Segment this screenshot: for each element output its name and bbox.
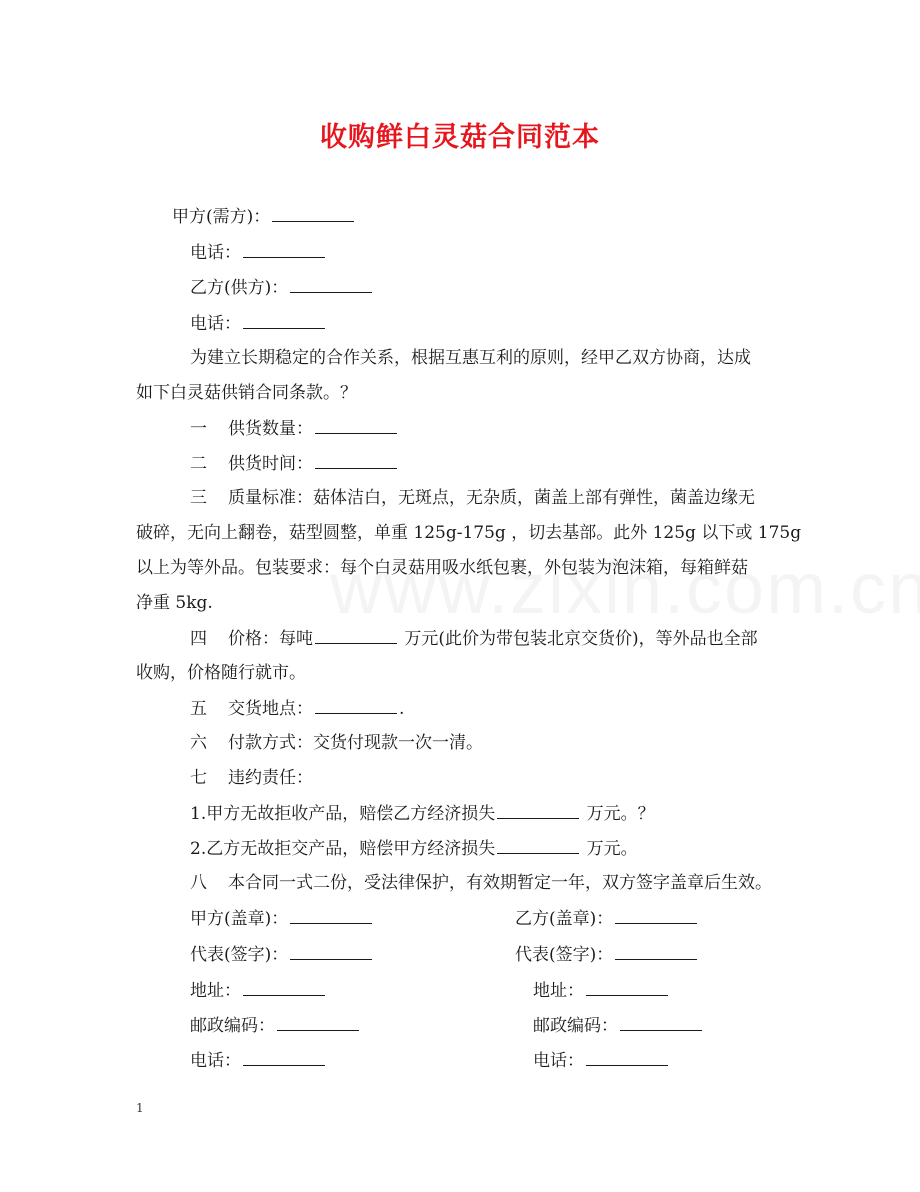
sign-right-rep	[515, 942, 699, 967]
sign-left-phone-label: 电话：	[190, 1051, 241, 1071]
clause-5	[190, 696, 404, 721]
clause-7-1-pre: 1.甲方无故拒收产品，赔偿乙方经济损失	[190, 804, 496, 824]
blank-field	[620, 1013, 702, 1031]
intro-line-2: 如下白灵菇供销合同条款。？	[136, 383, 357, 403]
clause-7-2-post: 万元。	[586, 839, 638, 859]
blank-field	[272, 204, 354, 222]
clause-7-item-2	[190, 836, 638, 861]
clause-number: 三	[190, 488, 207, 508]
clause-4-line-1	[190, 626, 758, 651]
clause-number: 二	[190, 454, 207, 474]
blank-field	[243, 978, 325, 996]
blank-field	[277, 1013, 359, 1031]
blank-field	[243, 311, 325, 329]
blank-field	[290, 942, 372, 960]
clause-7-1-post: 万元。？	[586, 804, 655, 824]
phone-a-line	[190, 240, 327, 265]
sign-left-address-label: 地址：	[190, 981, 241, 1001]
clause-number: 七	[190, 768, 207, 788]
phone-b-line	[190, 311, 327, 336]
clause-8	[190, 871, 772, 895]
party-b-line	[190, 275, 374, 300]
clause-8-text: 本合同一式二份，受法律保护，有效期暂定一年，双方签字盖章后生效。	[228, 873, 772, 893]
clause-3-line-3: 以上为等外品。包装要求：每个白灵菇用吸水纸包裹，外包装为泡沫箱，每箱鲜菇	[136, 558, 748, 578]
clause-7-2-pre: 2.乙方无故拒交产品，赔偿甲方经济损失	[190, 839, 496, 859]
document-title: 收购鲜白灵菇合同范本	[320, 122, 600, 153]
sign-right-postcode	[533, 1013, 704, 1038]
clause-number: 六	[190, 733, 207, 753]
blank-field	[315, 451, 397, 469]
blank-field	[243, 1048, 325, 1066]
blank-field	[615, 906, 697, 924]
blank-field	[315, 626, 397, 644]
sign-right-rep-label: 代表(签字)：	[515, 945, 614, 965]
clause-7-text: 违约责任：	[228, 768, 313, 788]
clause-4-pre: 价格：每吨	[228, 629, 313, 649]
sign-right-seal-label: 乙方(盖章)：	[515, 909, 614, 929]
sign-left-address	[190, 978, 327, 1003]
sign-left-postcode	[190, 1013, 361, 1038]
sign-left-rep	[190, 942, 374, 967]
sign-right-address-label: 地址：	[533, 981, 584, 1001]
clause-number: 四	[190, 629, 207, 649]
clause-number: 八	[190, 873, 207, 893]
clause-5-end: .	[399, 699, 405, 719]
sign-left-postcode-label: 邮政编码：	[190, 1016, 275, 1036]
blank-field	[497, 836, 579, 854]
blank-field	[243, 240, 325, 258]
sign-right-postcode-label: 邮政编码：	[533, 1016, 618, 1036]
blank-field	[586, 978, 668, 996]
phone-b-label: 电话：	[190, 314, 241, 334]
blank-field	[315, 696, 397, 714]
sign-right-phone	[533, 1048, 670, 1073]
clause-3-line-2: 破碎，无向上翻卷，菇型圆整，单重 125g-175g ，切去基部。此外 125g 以下或 175g	[136, 523, 802, 543]
clause-number: 一	[190, 419, 207, 439]
blank-field	[497, 801, 579, 819]
sign-left-seal-label: 甲方(盖章)：	[190, 909, 289, 929]
clause-7-item-1	[190, 801, 655, 826]
clause-4-line-2: 收购，价格随行就市。	[136, 663, 306, 683]
clause-1-label: 供货数量：	[228, 419, 313, 439]
clause-2	[190, 451, 399, 476]
party-b-label: 乙方(供方)：	[190, 278, 289, 298]
sign-left-seal	[190, 906, 374, 931]
party-a-line	[172, 204, 356, 229]
sign-right-seal	[515, 906, 699, 931]
clause-6	[190, 731, 483, 755]
sign-right-phone-label: 电话：	[533, 1051, 584, 1071]
sign-left-phone	[190, 1048, 327, 1073]
blank-field	[615, 942, 697, 960]
clause-number: 五	[190, 699, 207, 719]
blank-field	[586, 1048, 668, 1066]
clause-1	[190, 416, 399, 441]
page-number: 1	[136, 1101, 144, 1115]
clause-3-line-1	[190, 486, 755, 510]
clause-3-line-4: 净重 5kg.	[136, 593, 213, 613]
clause-4-post: 万元(此价为带包装北京交货价)，等外品也全部	[404, 629, 758, 649]
sign-right-address	[533, 978, 670, 1003]
clause-3-text: 质量标准：菇体洁白，无斑点，无杂质，菌盖上部有弹性，菌盖边缘无	[228, 488, 755, 508]
blank-field	[290, 275, 372, 293]
clause-2-label: 供货时间：	[228, 454, 313, 474]
phone-a-label: 电话：	[190, 243, 241, 263]
blank-field	[315, 416, 397, 434]
sign-left-rep-label: 代表(签字)：	[190, 945, 289, 965]
party-a-label: 甲方(需方)：	[172, 207, 271, 227]
clause-5-label: 交货地点：	[228, 699, 313, 719]
clause-6-text: 付款方式：交货付现款一次一清。	[228, 733, 483, 753]
blank-field	[290, 906, 372, 924]
intro-line-1: 为建立长期稳定的合作关系，根据互惠互利的原则，经甲乙双方协商，达成	[190, 348, 751, 368]
clause-7	[190, 766, 313, 790]
